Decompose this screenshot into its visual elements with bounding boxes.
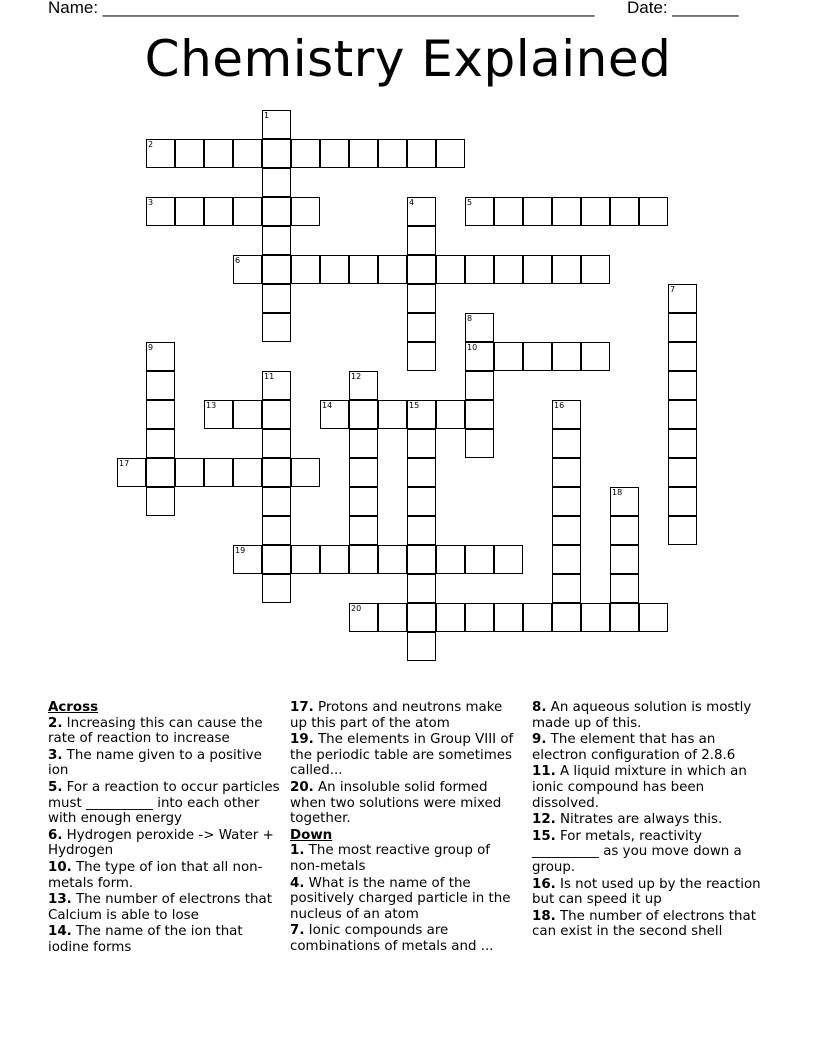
grid-cell[interactable] — [262, 487, 291, 516]
clue-number-label: 1 — [264, 111, 270, 120]
grid-cell[interactable] — [552, 458, 581, 487]
grid-cell[interactable] — [465, 603, 494, 632]
clue-across-2: 2. Increasing this can cause the rate of reaction to increase — [48, 715, 263, 747]
grid-cell[interactable] — [233, 400, 262, 429]
clue-across-13: 13. The number of electrons that Calcium is able to lose — [48, 892, 272, 923]
grid-cell[interactable] — [175, 139, 204, 168]
grid-cell[interactable] — [581, 255, 610, 284]
grid-cell[interactable] — [465, 255, 494, 284]
grid-cell[interactable] — [494, 545, 523, 574]
grid-cell[interactable] — [581, 342, 610, 371]
grid-cell[interactable] — [523, 197, 552, 226]
grid-cell[interactable] — [262, 400, 291, 429]
clue-number-label: 5 — [467, 198, 473, 207]
grid-cell[interactable] — [262, 255, 291, 284]
grid-cell[interactable] — [262, 574, 291, 603]
grid-cell[interactable] — [668, 400, 697, 429]
grid-cell[interactable] — [581, 197, 610, 226]
clue-across-17: 17. Protons and neutrons make up this part of the atom — [290, 700, 503, 731]
grid-cell[interactable] — [668, 516, 697, 545]
grid-cell[interactable] — [407, 487, 436, 516]
grid-cell[interactable] — [668, 371, 697, 400]
grid-cell[interactable] — [436, 139, 465, 168]
grid-cell[interactable] — [552, 574, 581, 603]
grid-cell[interactable] — [349, 545, 378, 574]
clue-number-label: 19 — [235, 546, 246, 555]
grid-cell[interactable] — [320, 139, 349, 168]
grid-cell[interactable] — [349, 487, 378, 516]
grid-cell[interactable] — [146, 400, 175, 429]
grid-cell[interactable] — [436, 603, 465, 632]
grid-cell[interactable] — [552, 516, 581, 545]
grid-cell[interactable] — [639, 197, 668, 226]
grid-cell[interactable] — [378, 545, 407, 574]
grid-cell[interactable] — [233, 139, 262, 168]
grid-cell[interactable] — [407, 313, 436, 342]
grid-cell[interactable] — [233, 197, 262, 226]
clue-column-3 — [532, 700, 768, 941]
grid-cell[interactable] — [407, 458, 436, 487]
clue-number-label: 18 — [612, 488, 623, 497]
grid-cell[interactable] — [291, 545, 320, 574]
grid-cell[interactable] — [407, 429, 436, 458]
grid-cell[interactable] — [465, 371, 494, 400]
grid-cell[interactable] — [465, 429, 494, 458]
grid-cell[interactable] — [639, 603, 668, 632]
grid-cell[interactable] — [523, 603, 552, 632]
grid-cell[interactable] — [378, 139, 407, 168]
grid-cell[interactable] — [204, 458, 233, 487]
clue-number-label: 11 — [264, 372, 275, 381]
clue-down-18: 18. The number of electrons that can exist in the second shell — [532, 908, 756, 940]
clue-column-2 — [290, 700, 522, 956]
grid-cell[interactable] — [494, 603, 523, 632]
clue-column-1 — [48, 700, 280, 957]
grid-cell[interactable] — [291, 197, 320, 226]
grid-cell[interactable] — [552, 255, 581, 284]
grid-cell[interactable] — [291, 458, 320, 487]
grid-cell[interactable] — [407, 603, 436, 632]
clue-across-6: 6. Hydrogen peroxide -> Water + Hydrogen — [48, 827, 274, 859]
clue-number-label: 12 — [351, 372, 362, 381]
page-title: Chemistry Explained — [144, 30, 672, 88]
grid-cell[interactable] — [465, 400, 494, 429]
grid-cell[interactable] — [610, 574, 639, 603]
clue-down-9: 9. The element that has an electron configuration of 2.8.6 — [532, 732, 736, 763]
grid-cell[interactable] — [610, 545, 639, 574]
grid-cell[interactable] — [262, 545, 291, 574]
grid-cell[interactable] — [349, 516, 378, 545]
grid-cell[interactable] — [349, 429, 378, 458]
grid-cell[interactable] — [378, 603, 407, 632]
grid-cell[interactable] — [668, 313, 697, 342]
clue-number-label: 7 — [670, 285, 676, 294]
clue-number-label: 9 — [148, 343, 154, 352]
clue-number-label: 6 — [235, 256, 241, 265]
clue-number-label: 10 — [467, 343, 478, 352]
grid-cell[interactable] — [407, 255, 436, 284]
grid-cell[interactable] — [407, 632, 436, 661]
grid-cell[interactable] — [436, 545, 465, 574]
grid-cell[interactable] — [320, 545, 349, 574]
grid-cell[interactable] — [494, 255, 523, 284]
clue-down-15: 15. For metals, reactivity __________ as you move down a group. — [532, 828, 742, 875]
clue-down-11: 11. A liquid mixture in which an ionic compound has been dissolved. — [532, 764, 747, 811]
grid-cell[interactable] — [175, 458, 204, 487]
down-heading: Down — [290, 827, 333, 843]
grid-cell[interactable] — [349, 400, 378, 429]
name-field[interactable]: Name: ____________________________________________________ — [48, 0, 595, 17]
grid-cell[interactable] — [146, 487, 175, 516]
clue-number-label: 14 — [322, 401, 333, 410]
grid-cell[interactable] — [262, 139, 291, 168]
date-field[interactable]: Date: _______ — [627, 0, 739, 17]
grid-cell[interactable] — [146, 429, 175, 458]
grid-cell[interactable] — [494, 197, 523, 226]
clue-down-16: 16. Is not used up by the reaction but can speed it up — [532, 876, 761, 908]
clue-number-label: 17 — [119, 459, 130, 468]
clue-down-4: 4. What is the name of the positively charged particle in the nucleus of an atom — [290, 875, 511, 922]
grid-cell[interactable] — [465, 545, 494, 574]
grid-cell[interactable] — [349, 255, 378, 284]
clue-across-19: 19. The elements in Group VIII of the periodic table are sometimes called... — [290, 732, 514, 779]
grid-cell[interactable] — [494, 342, 523, 371]
grid-cell[interactable] — [262, 458, 291, 487]
clue-down-12: 12. Nitrates are always this. — [532, 812, 723, 828]
grid-cell[interactable] — [610, 197, 639, 226]
grid-cell[interactable] — [610, 516, 639, 545]
grid-cell[interactable] — [407, 545, 436, 574]
clue-across-10: 10. The type of ion that all non-metals form. — [48, 859, 263, 891]
grid-cell[interactable] — [523, 342, 552, 371]
grid-cell[interactable] — [523, 255, 552, 284]
clue-down-7: 7. Ionic compounds are combinations of metals and ... — [290, 923, 494, 954]
clue-number-label: 16 — [554, 401, 565, 410]
clue-number-label: 2 — [148, 140, 154, 149]
grid-cell[interactable] — [436, 400, 465, 429]
grid-cell[interactable] — [262, 516, 291, 545]
grid-cell[interactable] — [610, 603, 639, 632]
grid-cell[interactable] — [204, 139, 233, 168]
clue-down-8: 8. An aqueous solution is mostly made up of this. — [532, 700, 752, 731]
grid-cell[interactable] — [552, 545, 581, 574]
grid-cell[interactable] — [262, 429, 291, 458]
grid-cell[interactable] — [291, 139, 320, 168]
grid-cell[interactable] — [204, 197, 233, 226]
across-heading: Across — [48, 700, 99, 715]
grid-cell[interactable] — [552, 197, 581, 226]
grid-cell[interactable] — [146, 458, 175, 487]
grid-cell[interactable] — [407, 284, 436, 313]
clue-number-label: 3 — [148, 198, 154, 207]
grid-cell[interactable] — [378, 400, 407, 429]
grid-cell[interactable] — [407, 342, 436, 371]
clue-number-label: 13 — [206, 401, 217, 410]
grid-cell[interactable] — [262, 197, 291, 226]
grid-cell[interactable] — [262, 168, 291, 197]
clue-across-20: 20. An insoluble solid formed when two solutions were mixed together. — [290, 779, 502, 827]
grid-cell[interactable] — [291, 255, 320, 284]
grid-cell[interactable] — [262, 284, 291, 313]
grid-cell[interactable] — [262, 313, 291, 342]
grid-cell[interactable] — [349, 458, 378, 487]
grid-cell[interactable] — [320, 255, 349, 284]
grid-cell[interactable] — [552, 429, 581, 458]
grid-cell[interactable] — [668, 487, 697, 516]
grid-cell[interactable] — [262, 226, 291, 255]
grid-cell[interactable] — [552, 603, 581, 632]
clue-number-label: 15 — [409, 401, 420, 410]
clue-number-label: 8 — [467, 314, 473, 323]
clue-across-14: 14. The name of the ion that iodine forms — [48, 924, 243, 955]
grid-cell[interactable] — [407, 226, 436, 255]
grid-cell[interactable] — [349, 139, 378, 168]
grid-cell[interactable] — [407, 139, 436, 168]
clue-across-5: 5. For a reaction to occur particles must __________ into each other with enough energy — [48, 779, 280, 827]
grid-cell[interactable] — [552, 342, 581, 371]
grid-cell[interactable] — [378, 255, 407, 284]
clue-across-3: 3. The name given to a positive ion — [48, 747, 262, 779]
grid-cell[interactable] — [668, 342, 697, 371]
grid-cell[interactable] — [407, 516, 436, 545]
grid-cell[interactable] — [552, 487, 581, 516]
clue-down-1: 1. The most reactive group of non-metals — [290, 843, 491, 874]
grid-cell[interactable] — [175, 197, 204, 226]
grid-cell[interactable] — [146, 371, 175, 400]
grid-cell[interactable] — [668, 458, 697, 487]
clue-number-label: 20 — [351, 604, 362, 613]
grid-cell[interactable] — [407, 574, 436, 603]
grid-cell[interactable] — [233, 458, 262, 487]
clue-number-label: 4 — [409, 198, 415, 207]
grid-cell[interactable] — [668, 429, 697, 458]
grid-cell[interactable] — [581, 603, 610, 632]
grid-cell[interactable] — [436, 255, 465, 284]
